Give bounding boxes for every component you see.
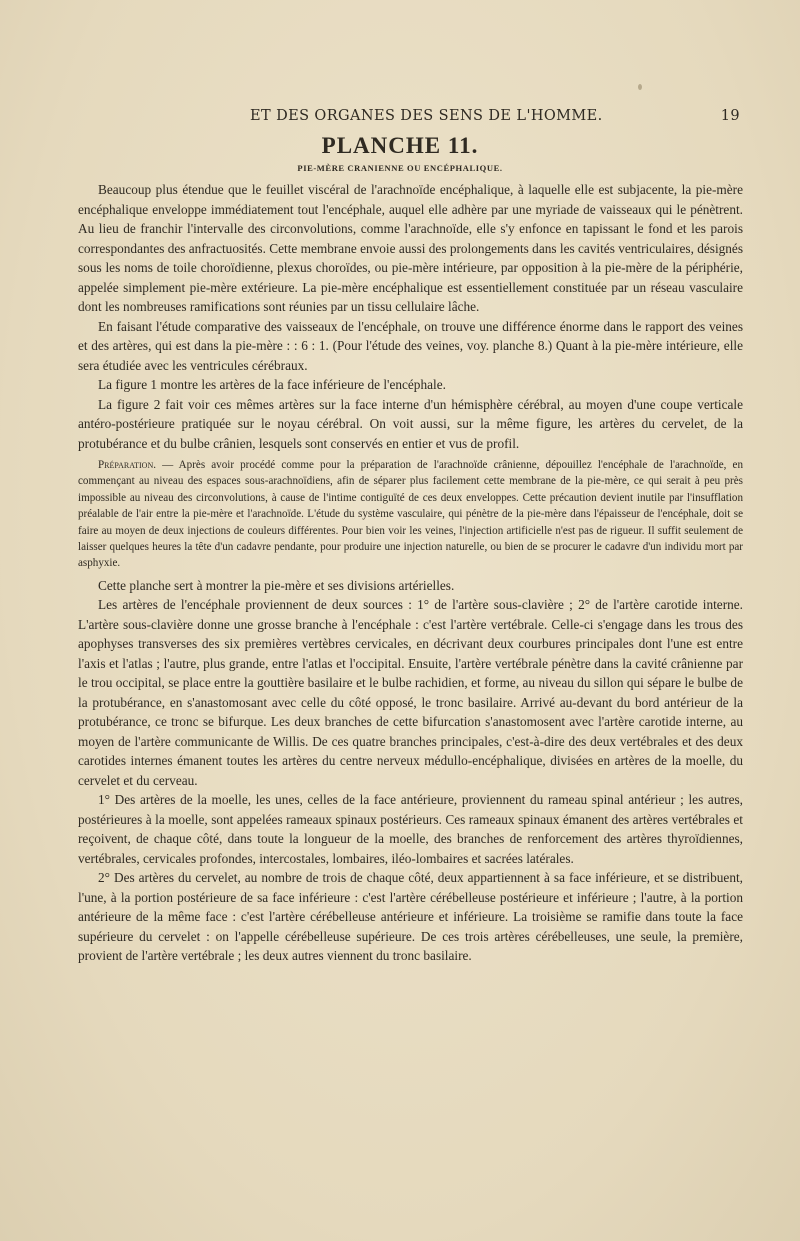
body-text xyxy=(78,180,743,966)
paragraph-1: Beaucoup plus étendue que le feuillet viscéral de l'arachnoïde encéphalique, à laquelle elle est subjacente, la pie-mère encéphalique enveloppe immédiatement tout l'encéphale, auquel elle adhère par une myriade de vaisseaux qui le pénètrent. Au lieu de franchir l'intervalle des circonvolutions, comme l'arachnoïde, elle s'y enfonce en tapissant le fond et les parois correspondantes des anfractuosités. Cette membrane envoie aussi des prolongements dans les cavités ventriculaires, désignés sous les noms de toile choroïdienne, plexus choroïdes, ou pie-mère intérieure, par opposition à la pie-mère de la périphérie, appelée simplement pie-mère extérieure. La pie-mère encéphalique est essentiellement constituée par un réseau vasculaire dont les nombreuses ramifications sont réunies par un tissu cellulaire lâche. xyxy=(78,182,744,314)
paragraph-7: Les artères de l'encéphale proviennent de deux sources : 1° de l'artère sous-clavière ; 2° de l'artère carotide interne. L'artère sous-clavière donne une grosse branche à l'encéphale : c'est l'artère vertébrale. Celle-ci s'engage dans les trous des apophyses transverses des six premières vertèbres cervicales, en décrivant deux courbures principales dont l'une est entre l'axis et l'atlas ; l'autre, plus grande, entre l'atlas et l'occipital. Ensuite, l'artère vertébrale pénètre dans la cavité crânienne par le trou occipital, se place entre la gouttière basilaire et le bulbe rachidien, et forme, au niveau du sillon qui sépare le bulbe de la protubérance, en s'anastomosant avec celle du côté opposé, le tronc basilaire. Arrivé au-devant du bord antérieur de la protubérance, ce tronc se bifurque. Les deux branches de cette bifurcation s'anastomosent avec l'artère carotide interne, au moyen de l'artère communicante de Willis. De ces quatre branches principales, c'est-à-dire des deux vertébrales et des deux carotides internes émanent toutes les artères du centre nerveux médullo-encéphalique, divisées en artères de la moelle, du cervelet et du cerveau. xyxy=(78,597,743,788)
plate-subtitle: PIE-MÈRE CRANIENNE OU ENCÉPHALIQUE. xyxy=(297,163,503,173)
plate-title: PLANCHE 11. xyxy=(321,133,479,158)
paragraph-6: Cette planche sert à montrer la pie-mère et ses divisions artérielles. xyxy=(98,577,455,593)
page-number: 19 xyxy=(720,108,740,124)
paragraph-4: La figure 2 fait voir ces mêmes artères sur la face interne d'un hémisphère cérébral, au moyen d'une coupe verticale antéro-postérieure pratiquée sur le noyau cérébral. On voit aussi, sur la même figure, les artères du cervelet, de la protubérance et du bulbe crânien, lesquels sont conservés en entier et vus de profil. xyxy=(78,396,743,451)
paragraph-8: 1° Des artères de la moelle, les unes, celles de la face antérieure, proviennent du rameau spinal antérieur ; les autres, postérieures à la moelle, sont appelées rameaux spinaux postérieurs. Ces rameaux spinaux émanent des artères vertébrales et reçoivent, de chaque côté, dans toute la longueur de la moelle, des branches de renforcement des artères thyroïdiennes, vertébrales, cervicales profondes, intercostales, lombaires, iléo-lombaires et sacrées latérales. xyxy=(78,792,743,866)
paragraph-3: La figure 1 montre les artères de la face inférieure de l'encéphale. xyxy=(98,377,446,392)
preparation-note xyxy=(78,457,743,572)
paragraph-9: 2° Des artères du cervelet, au nombre de trois de chaque côté, deux appartiennent à sa face inférieure, et se distribuent, l'une, à la portion postérieure de sa face inférieure : c'est l'artère cérébelleuse postérieure et inférieure ; l'autre, à la portion antérieure de la même face : c'est l'artère cérébelleuse antérieure et inférieure. La troisième se ramifie dans toute la face supérieure du cervelet : on l'appelle cérébelleuse supérieure. De ces trois artères cérébelleuses, une seule, la première, provient de l'artère vertébrale ; les deux autres viennent du tronc basilaire. xyxy=(78,870,743,964)
paragraph-2: En faisant l'étude comparative des vaisseaux de l'encéphale, on trouve une différence énorme dans le rapport des veines et des artères, qui est dans la pie-mère : : 6 : 1. (Pour l'étude des veines, voy. planche 8.) Quant à la pie-mère intérieure, elle sera étudiée avec les ventricules cérébraux. xyxy=(78,318,743,373)
preparation-label: Préparation. xyxy=(98,459,156,471)
ink-speck xyxy=(638,84,642,90)
preparation-text: — Après avoir procédé comme pour la préparation de l'arachnoïde crânienne, dépouillez l'encéphale de l'arachnoïde, en commençant au niveau des espaces sous-arachnoïdiens, afin de séparer plus facilement cette membrane de la pie-mère, ce qui serait à peu près impossible au niveau des circonvolutions, à cause de l'intime contiguïté de ces deux enveloppes. Cette précaution devient inutile par l'insufflation préalable de l'air entre la pie-mère et l'arachnoïde. L'étude du système vasculaire, qui pénètre de la pie-mère dans l'épaisseur de l'encéphale, doit se faire au moyen de deux injections de couleurs différentes. Pour bien voir les veines, l'injection artificielle n'est pas de rigueur. Il suffit seulement de laisser quelques heures la tête d'un cadavre pendante, pour produire une injection naturelle, ou bien de se procurer le cadavre d'un individu mort par asphyxie. xyxy=(78,459,743,570)
running-head-title: ET DES ORGANES DES SENS DE L'HOMME. xyxy=(250,108,603,124)
